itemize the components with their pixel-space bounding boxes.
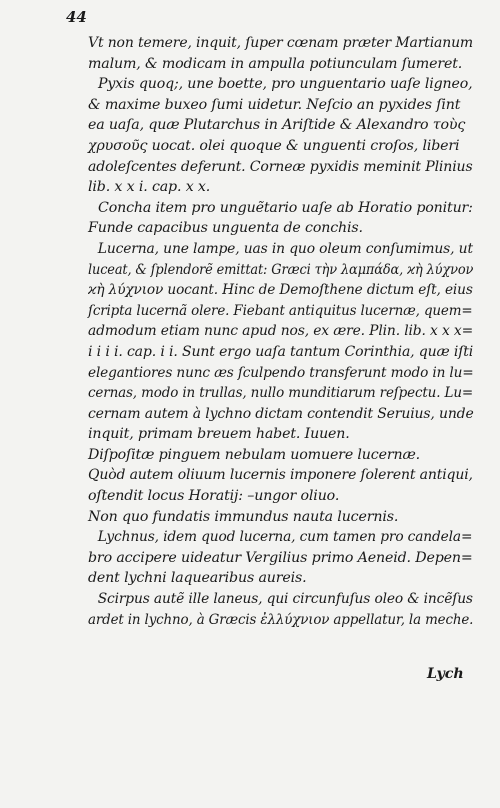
text-line: cernam autem à lychno dictam contendit Seruius, unde (88, 405, 474, 422)
text-line: Quòd autem oliuum lucernis imponere ſolerent antiqui, (88, 467, 473, 484)
text-line: dent lychni laquearibus aureis. (88, 570, 307, 587)
text-line: Lucerna, une lampe, uas in quo oleum conſumimus, ut (97, 240, 473, 257)
text-line: admodum etiam nunc apud nos, ex ære. Plin. lib. x x x= (88, 323, 474, 340)
text-line: malum, & modicam in ampulla potiunculam ſumeret. (88, 55, 463, 72)
text-line: Concha item pro unguẽtario uaſe ab Horatio ponitur: (98, 199, 473, 216)
text-line: Pyxis quoq;, une boette, pro unguentario uaſe ligneo, (97, 76, 473, 93)
text-line: ardet in lychno, à Græcis ἐλλύχνιον appellatur, la meche. (88, 611, 474, 628)
text-line: & maxime buxeo ſumi uidetur. Neſcio an pyxides ſint (88, 96, 461, 113)
text-line: ϰὴ λύχνιον uocant. Hinc de Demoſthene dictum eſt, eius (88, 282, 473, 299)
page-number: 44 (66, 8, 87, 26)
text-line: cernas, modo in trullas, nullo munditiarum reſpectu. Lu= (88, 385, 474, 402)
text-line: ea uaſa, quæ Plutarchus in Ariſtide & Alexandro τοὺς (88, 117, 466, 134)
text-line: oſtendit locus Horatij: –ungor oliuo. (88, 488, 340, 505)
text-line: luceat, & ſplendorẽ emittat: Græci τὴν λαμπάδα, ϰὴ λύχνον (88, 261, 474, 278)
text-line: elegantiores nunc æs ſculpendo transferunt modo in lu= (88, 364, 474, 381)
text-line: inquit, primam breuem habet. Iuuen. (88, 426, 350, 443)
text-line: Diſpoſitæ pinguem nebulam uomuere lucernæ. (88, 446, 421, 463)
text-line: Lychnus, idem quod lucerna, cum tamen pro candela= (97, 529, 473, 546)
text-line: Non quo fundatis immundus nauta lucernis. (88, 508, 399, 525)
text-line: χρυσοῦς uocat. olei quoque & unguenti croſos, liberi (88, 137, 460, 154)
text-line: lib. x x i. cap. x x. (88, 179, 211, 196)
text-line: i i i i. cap. i i. Sunt ergo uaſa tantum Corinthia, quæ iſti (88, 343, 474, 360)
text-line: Scirpus autẽ ille laneus, qui circunfuſus oleo & incẽſus (97, 591, 473, 608)
catchword: Lych (427, 666, 464, 682)
text-line: Vt non temere, inquit, ſuper cœnam præter Martianum (88, 35, 474, 51)
text-line: ſcripta lucernã olere. Fiebant antiquitus lucernæ, quem= (88, 302, 473, 319)
text-line: Funde capacibus unguenta de conchis. (88, 220, 363, 237)
text-line: bro accipere uideatur Vergilius primo Aeneid. Depen= (88, 549, 473, 566)
body-text (88, 33, 473, 630)
text-line: adoleſcentes deferunt. Corneæ pyxidis meminit Plinius (88, 158, 473, 175)
